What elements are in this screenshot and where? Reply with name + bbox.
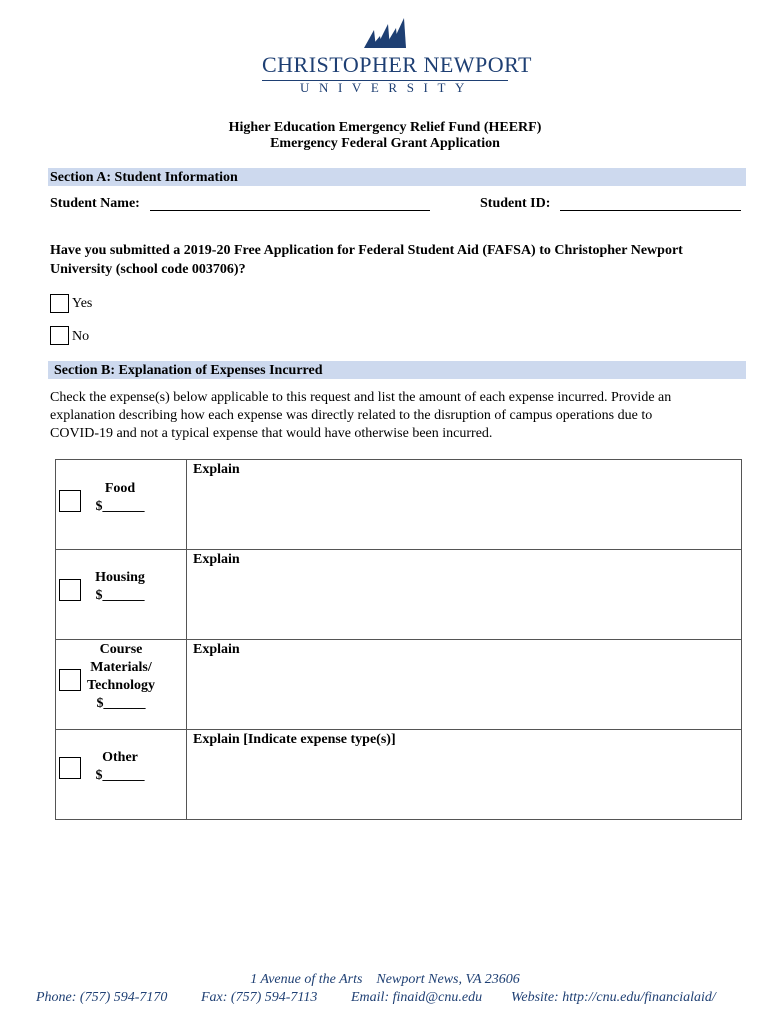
- university-logo: [262, 16, 532, 96]
- instructions-line2: explanation describing how each expense was directly related to the disruption of campus operations due to: [50, 408, 653, 423]
- housing-checkbox[interactable]: [59, 579, 81, 601]
- section-b-bar: [48, 361, 746, 379]
- other-explain-label: Explain [Indicate expense type(s)]: [193, 732, 396, 747]
- student-name-field[interactable]: [150, 198, 430, 211]
- course-materials-amount-field[interactable]: $______: [96, 696, 146, 711]
- instructions-line1: Check the expense(s) below applicable to this request and list the amount of each expense incurred. Provide an: [50, 390, 672, 405]
- table-row-divider: [55, 729, 742, 730]
- logo-name: CHRISTOPHER NEWPORT: [262, 52, 532, 77]
- housing-amount-field[interactable]: $______: [95, 588, 145, 603]
- table-row-divider: [55, 639, 742, 640]
- footer-phone: Phone: (757) 594-7170: [36, 990, 168, 1005]
- table-row-divider: [55, 549, 742, 550]
- student-id-label: Student ID:: [480, 196, 551, 211]
- logo-university: UNIVERSITY: [300, 80, 474, 95]
- fafsa-question-line1: Have you submitted a 2019-20 Free Application for Federal Student Aid (FAFSA) to Christopher Newport: [50, 243, 683, 258]
- other-checkbox[interactable]: [59, 757, 81, 779]
- food-explain-field[interactable]: [188, 482, 740, 548]
- fafsa-question-line2: University (school code 003706)?: [50, 262, 246, 277]
- food-checkbox[interactable]: [59, 490, 81, 512]
- course-materials-explain-field[interactable]: [188, 662, 740, 728]
- food-explain-label: Explain: [193, 462, 240, 477]
- form-title-line2: Emergency Federal Grant Application: [270, 136, 500, 151]
- fafsa-yes-label: Yes: [72, 296, 93, 311]
- other-label: Other $______: [84, 749, 156, 785]
- course-materials-explain-label: Explain: [193, 642, 240, 657]
- footer-address: 1 Avenue of the Arts Newport News, VA 23606: [250, 972, 520, 987]
- footer-email[interactable]: Email: finaid@cnu.edu: [351, 990, 483, 1005]
- housing-explain-field[interactable]: [188, 572, 740, 638]
- food-label: Food $______: [84, 480, 156, 516]
- housing-label: Housing $______: [84, 569, 156, 605]
- fafsa-no-checkbox[interactable]: [50, 326, 69, 345]
- course-materials-label: Course Materials/ Technology $______: [82, 641, 160, 713]
- logo-mark-icon: [362, 16, 410, 50]
- housing-explain-label: Explain: [193, 552, 240, 567]
- student-name-label: Student Name:: [50, 196, 140, 211]
- instructions-line3: COVID-19 and not a typical expense that would have otherwise been incurred.: [50, 426, 493, 441]
- footer-fax: Fax: (757) 594-7113: [201, 990, 318, 1005]
- section-a-heading: Section A: Student Information: [50, 170, 238, 185]
- form-title-line1: Higher Education Emergency Relief Fund (HEERF): [228, 120, 542, 135]
- other-explain-field[interactable]: [188, 752, 740, 818]
- fafsa-yes-checkbox[interactable]: [50, 294, 69, 313]
- student-id-field[interactable]: [560, 198, 741, 211]
- footer-website[interactable]: Website: http://cnu.edu/financialaid/: [511, 990, 716, 1005]
- other-amount-field[interactable]: $______: [95, 768, 145, 783]
- section-b-heading: Section B: Explanation of Expenses Incurred: [54, 363, 323, 378]
- course-materials-checkbox[interactable]: [59, 669, 81, 691]
- section-a-bar: [48, 168, 746, 186]
- fafsa-no-label: No: [72, 329, 90, 344]
- food-amount-field[interactable]: $______: [95, 499, 145, 514]
